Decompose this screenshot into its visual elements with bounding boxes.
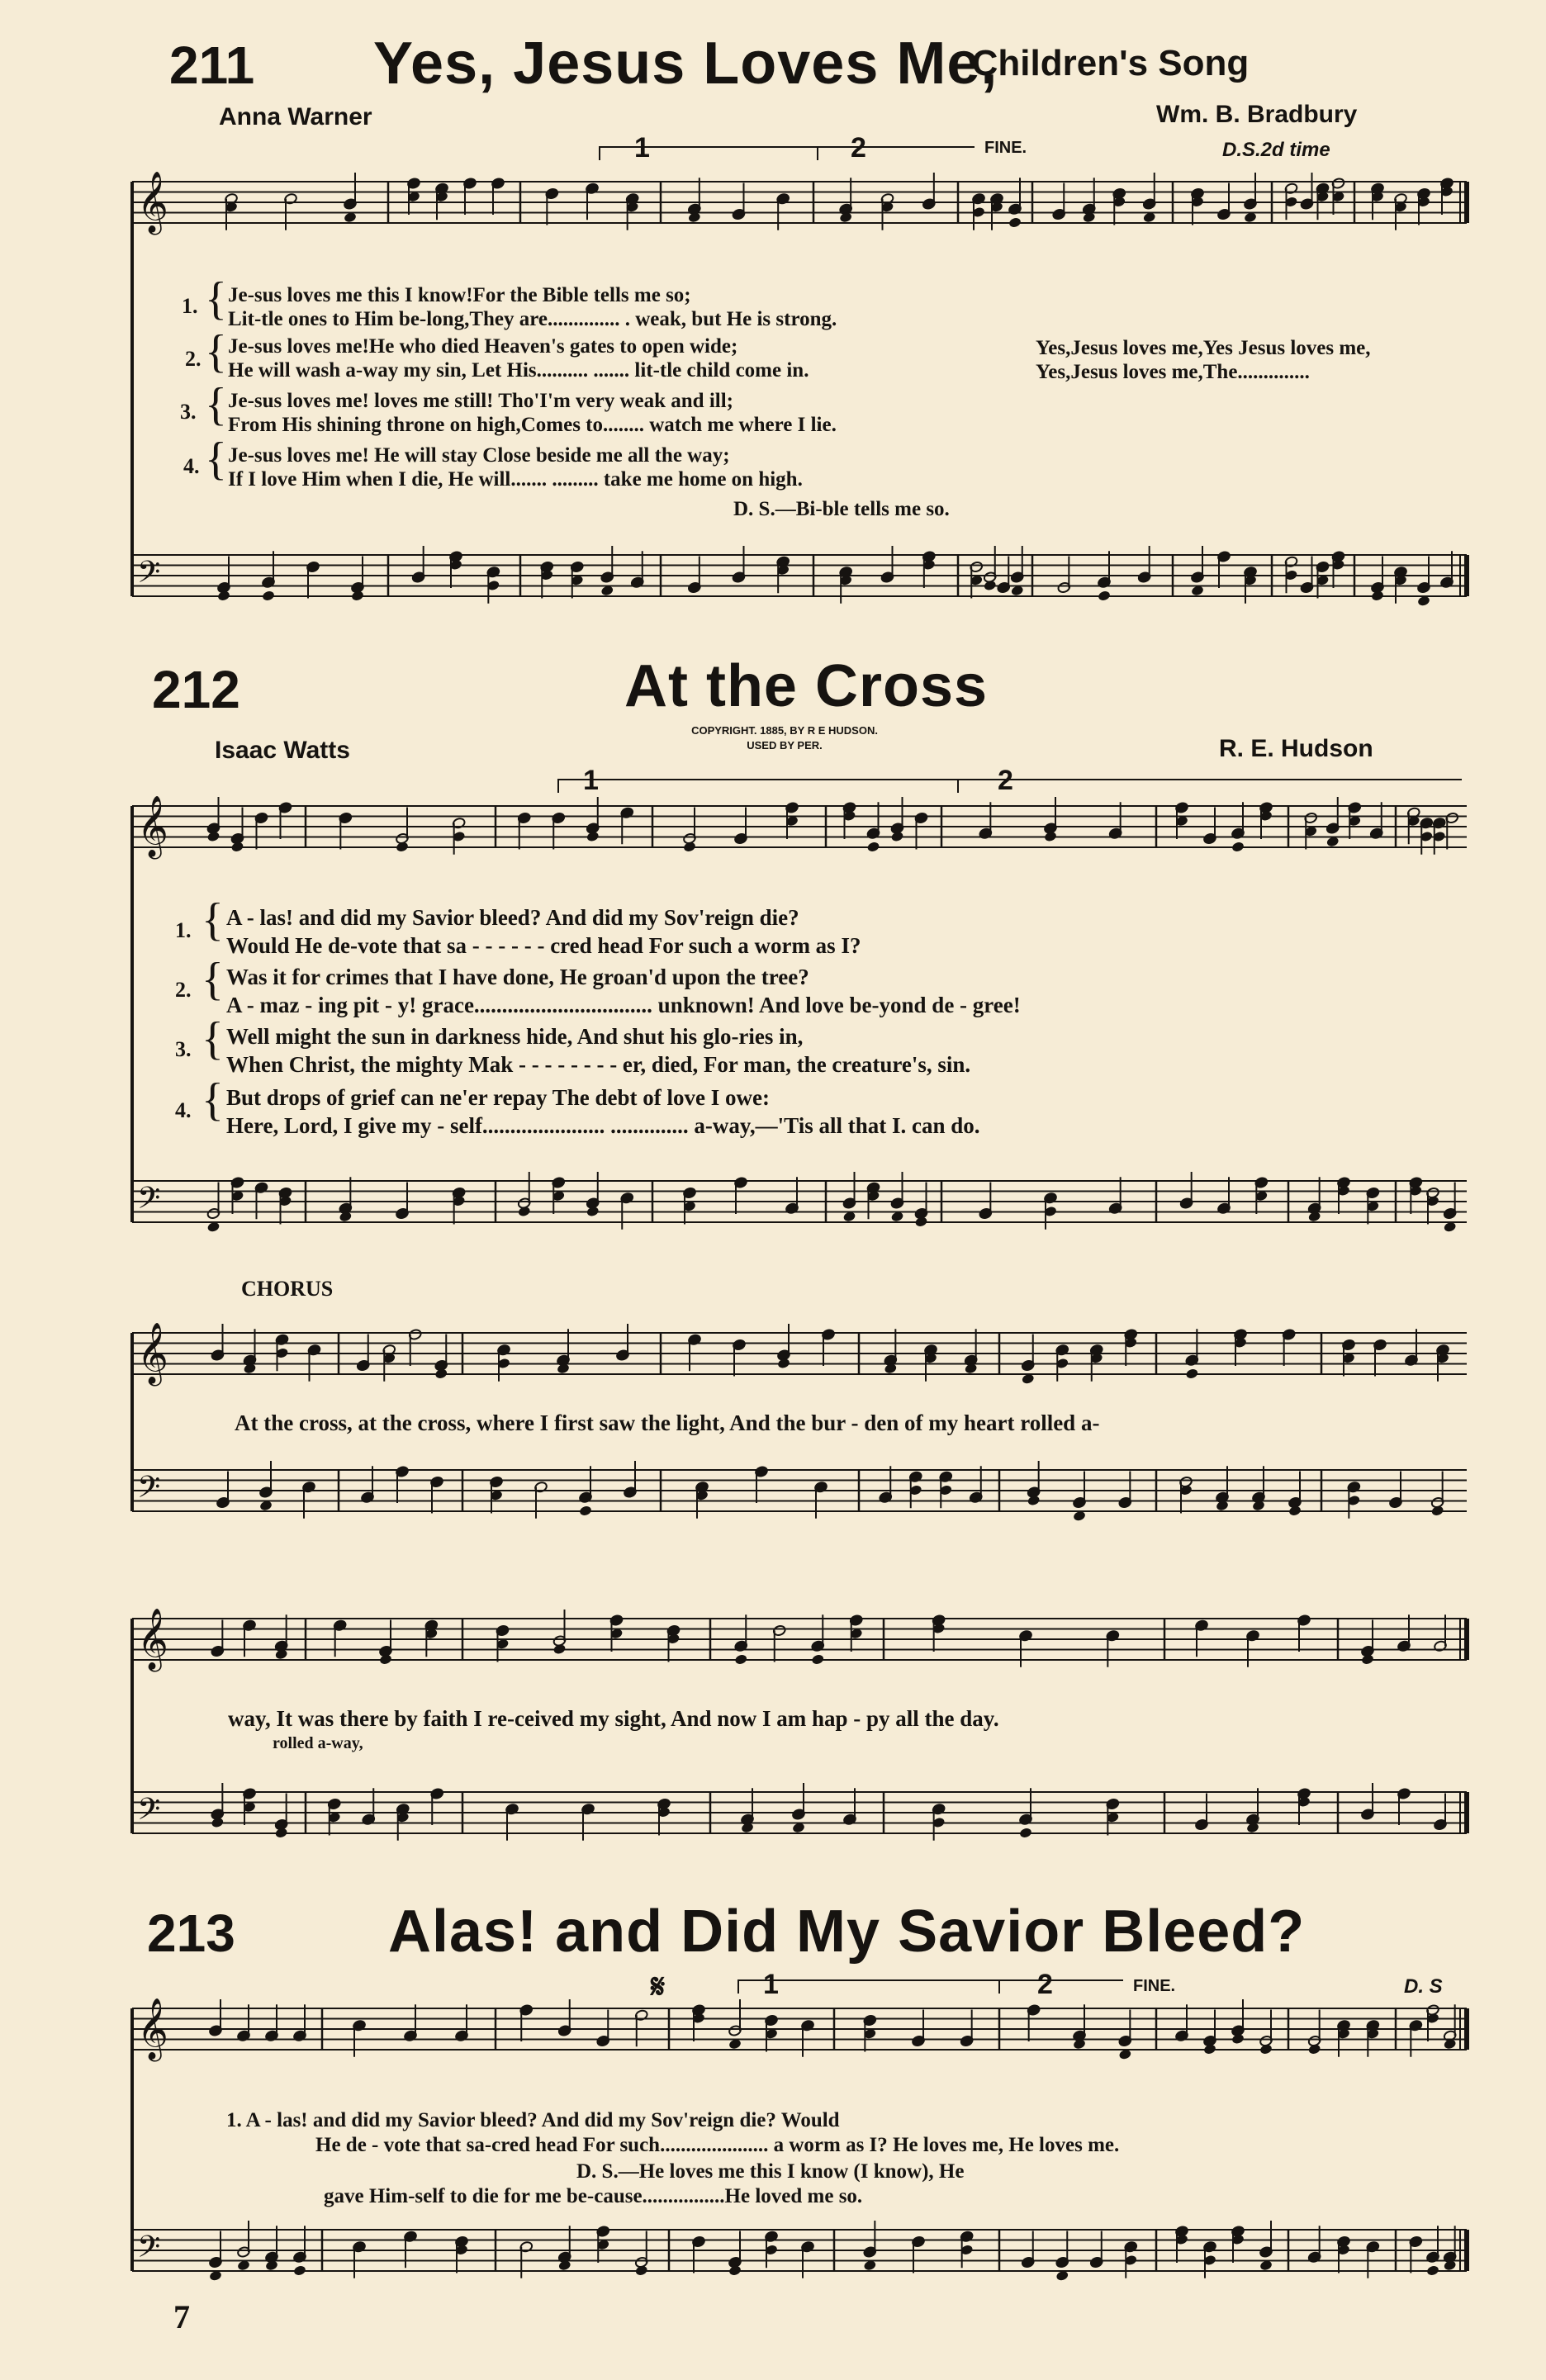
words-credit: Isaac Watts [215,737,350,764]
ending-bracket [818,147,975,160]
copyright-line: COPYRIGHT. 1885, BY R E HUDSON. [691,724,878,737]
verse-number: 2. [185,347,202,371]
ending-2-label: 2 [851,132,866,164]
verse-line: Je-sus loves me! loves me still! Tho'I'm very weak and ill; [228,390,733,412]
verse-line: Would He de-vote that sa - - - - - - cred head For such a worm as I? [226,933,861,958]
ending-bracket [600,147,818,160]
ds-mark: D. S [1404,1975,1443,1998]
verse-brace: { [205,434,227,485]
verse-line: Lit-tle ones to Him be-long,They are.............. . weak, but He is strong. [228,308,837,330]
words-credit: Anna Warner [219,103,372,130]
treble-clef: 𝄞 [137,1609,168,1670]
verse-number: 4. [175,1098,192,1122]
page-number: 7 [173,2298,190,2335]
chorus-line: way, It was there by faith I re-ceived my sight, And now I am hap - py all the day. [228,1706,999,1731]
verse-number: 3. [180,400,197,424]
fine-mark: FINE. [1133,1977,1176,1995]
ending-1-label: 1 [634,132,650,164]
verse-line: Je-sus loves me!He who died Heaven's gates to open wide; [228,335,738,358]
verse-brace: { [202,894,224,946]
chorus-small-line: rolled a-way, [273,1734,363,1752]
verse-brace: { [202,954,224,1005]
bass-clef: 𝄢 [137,555,161,597]
ending-bracket [738,1980,999,1994]
hymn-title: Yes, Jesus Loves Me, [373,31,998,97]
verse-brace: { [205,273,227,325]
music-credit: Wm. B. Bradbury [1156,101,1358,128]
verse-line: He will wash a-way my sin, Let His.......... ....... lit-tle child come in. [228,359,809,382]
verse-brace: { [205,326,227,377]
verse-line: Well might the sun in darkness hide, And shut his glo-ries in, [226,1024,804,1049]
note-head [262,590,276,602]
verse-number: 4. [183,454,200,478]
treble-clef: 𝄞 [137,172,168,233]
verse-line: A - las! and did my Savior bleed? And did my Sov'reign die? [226,905,799,930]
hymn-subtitle: -Children's Song [960,43,1250,83]
used-by-line: USED BY PER. [747,739,823,751]
note-head [734,1653,748,1666]
hymn-number: 212 [152,660,240,719]
verse-line: But drops of grief can ne'er repay The debt of love I owe: [226,1085,770,1110]
note-head [1019,1827,1033,1839]
ds-mark: D.S.2d time [1222,139,1330,161]
hymn-number: 213 [147,1904,235,1963]
treble-clef: 𝄞 [137,796,168,857]
note-head [1008,216,1022,229]
verse-brace: { [202,1013,224,1064]
verse-brace: { [202,1074,224,1126]
note-head [811,1653,825,1666]
ending-bracket [958,780,1462,793]
note-head [866,841,880,853]
music-credit: R. E. Hudson [1219,735,1373,762]
verse-number: 1. [175,918,192,942]
refrain-line: Yes,Jesus loves me,The.............. [1036,361,1310,383]
refrain-line: Yes,Jesus loves me,Yes Jesus loves me, [1036,337,1371,359]
note-head [1185,1368,1199,1380]
ds-text: gave Him-self to die for me be-cause................He loved me so. [324,2185,863,2207]
treble-clef: 𝄞 [137,1998,168,2060]
bass-clef: 𝄢 [137,1470,161,1512]
note-head [1231,841,1245,853]
ending-bracket [999,1980,1123,1994]
note-head [579,1505,593,1517]
note-head [1098,590,1112,602]
note-head [293,2264,307,2277]
treble-clef: 𝄞 [137,1323,168,1384]
ending-2-label: 2 [1037,1969,1053,2000]
note-head [1426,2264,1440,2277]
verse-number: 1. [182,294,198,318]
bass-clef: 𝄢 [137,1792,161,1834]
segno-mark: 𝄋 [651,1969,666,2005]
bass-clef: 𝄢 [137,2230,161,2272]
verse-line: Was it for crimes that I have done, He groan'd upon the tree? [226,965,809,989]
hymn-title: Alas! and Did My Savior Bleed? [388,1899,1306,1965]
ending-2-label: 2 [998,765,1013,796]
verse-line: A - maz - ing pit - y! grace................................ unknown! And love be-yond de - gree! [226,993,1021,1017]
verse-line: He de - vote that sa-cred head For such..................... a worm as I? He loves me, He loves me. [315,2134,1120,2156]
chorus-label: CHORUS [241,1277,334,1301]
verse-line: 1. A - las! and did my Savior bleed? And did my Sov'reign die? Would [226,2109,840,2131]
verse-line: When Christ, the mighty Mak - - - - - - - - er, died, For man, the creature's, sin. [226,1052,971,1077]
bass-clef: 𝄢 [137,1181,161,1223]
verse-line: Here, Lord, I give my - self...................... .............. a-way,—'Tis all that I. can do. [226,1113,980,1138]
verse-line: If I love Him when I die, He will....... ......... take me home on high. [228,468,803,491]
ending-bracket [558,780,958,793]
verse-number: 3. [175,1037,192,1061]
verse-brace: { [205,379,227,430]
ds-text: D. S.—He loves me this I know (I know), He [576,2160,965,2183]
fine-mark: FINE. [984,139,1027,157]
chorus-line: At the cross, at the cross, where I first saw the light, And the bur - den of my heart rolled a- [235,1410,1100,1435]
verse-line: From His shining throne on high,Comes to........ watch me where I lie. [228,414,837,436]
verse-number: 2. [175,978,192,1002]
verse-line: Je-sus loves me! He will stay Close beside me all the way; [228,444,730,467]
ds-text: D. S.—Bi-ble tells me so. [733,498,950,520]
hymn-number: 211 [169,36,255,95]
verse-line: Je-sus loves me this I know!For the Bible tells me so; [228,284,691,306]
ending-1-label: 1 [583,765,599,796]
hymn-title: At the Cross [624,653,989,719]
ending-1-label: 1 [763,1969,779,2000]
